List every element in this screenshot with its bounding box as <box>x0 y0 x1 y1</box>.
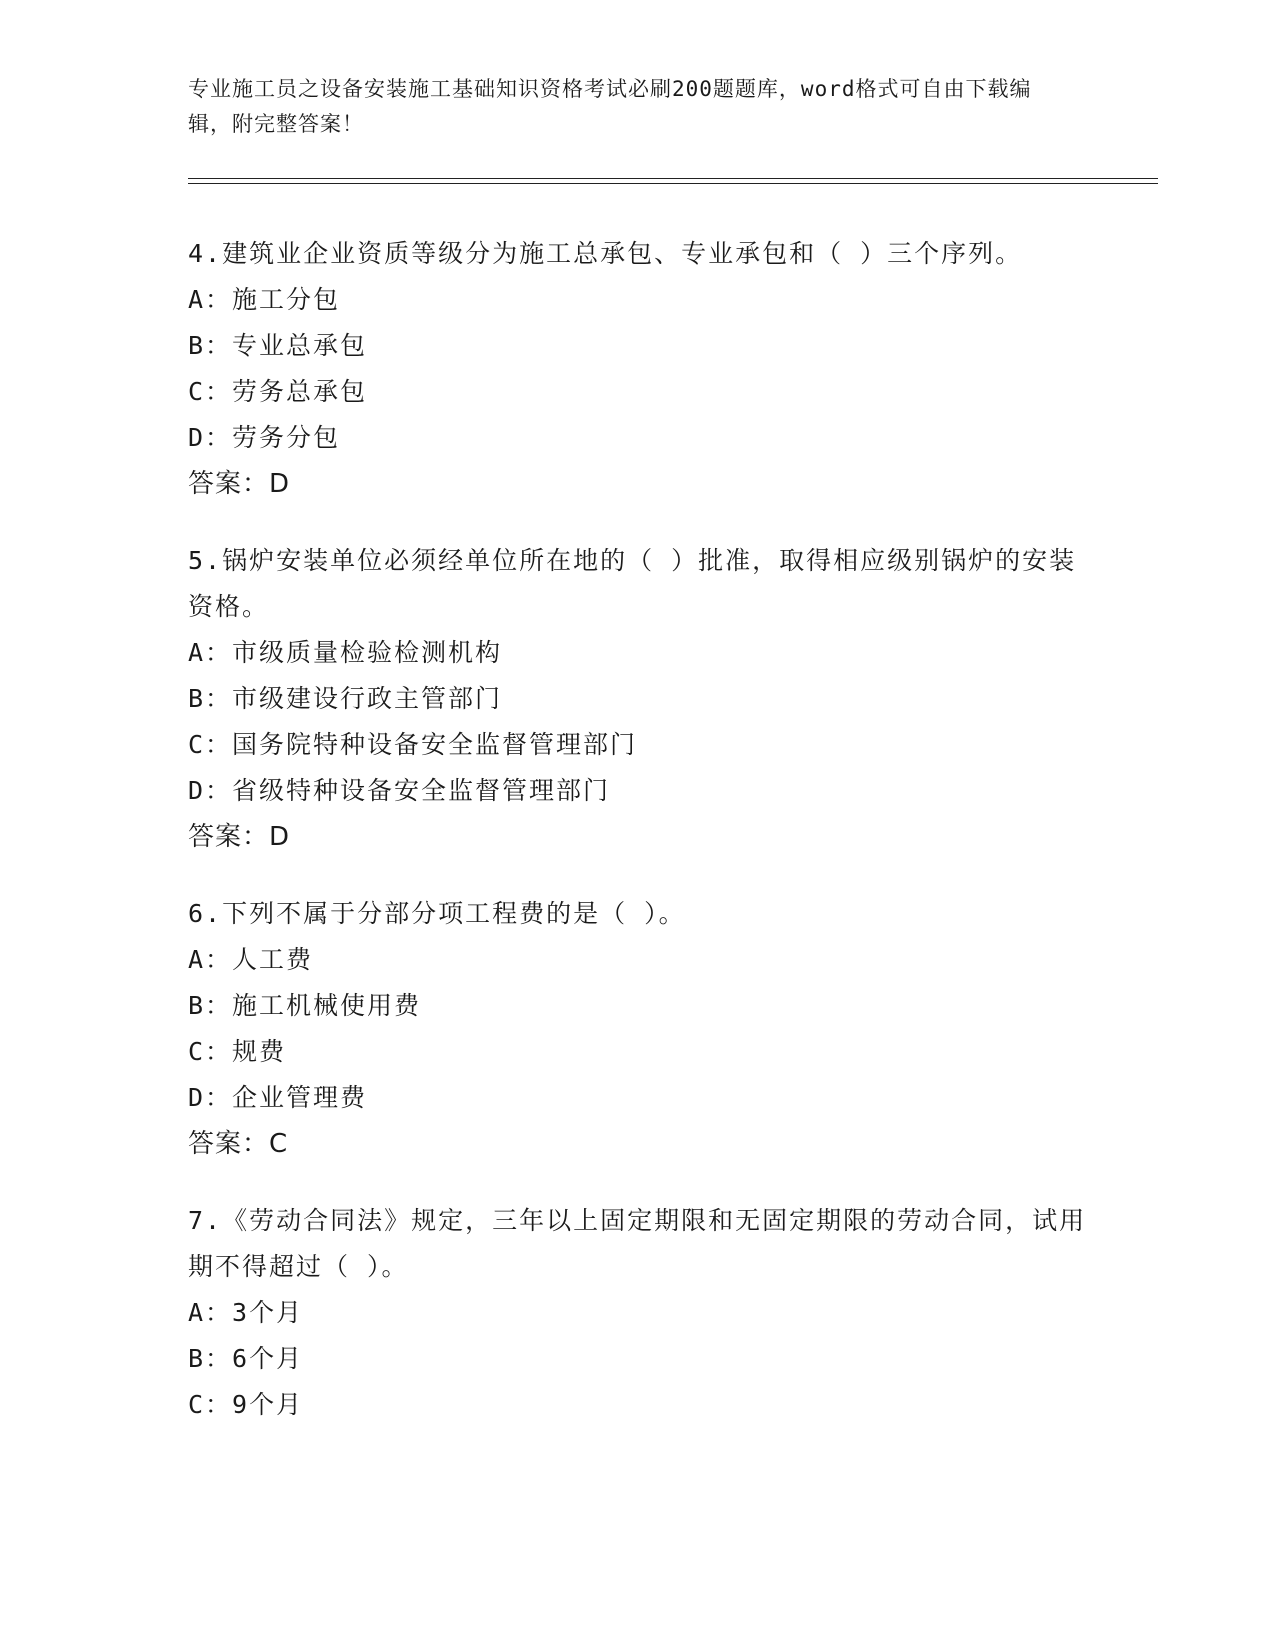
question-stem: 7.《劳动合同法》规定，三年以上固定期限和无固定期限的劳动合同，试用期不得超过（ ）。 <box>188 1206 1087 1281</box>
option-d: D：省级特种设备安全监督管理部门 <box>188 776 611 805</box>
document-header <box>188 72 1068 142</box>
option-a: A：人工费 <box>188 945 314 974</box>
option-b: B：专业总承包 <box>188 331 368 360</box>
question-6 <box>188 891 1088 1167</box>
answer-line: 答案：C <box>188 1129 289 1159</box>
option-c: C：劳务总承包 <box>188 377 368 406</box>
header-divider-bottom <box>188 183 1158 184</box>
question-stem: 6.下列不属于分部分项工程费的是（ ）。 <box>188 899 686 928</box>
option-c: C：国务院特种设备安全监督管理部门 <box>188 730 638 759</box>
option-c: C：9个月 <box>188 1390 304 1419</box>
header-text: 专业施工员之设备安装施工基础知识资格考试必刷200题题库，word格式可自由下载编辑，附完整答案！ <box>188 77 1032 136</box>
option-a: A：3个月 <box>188 1298 304 1327</box>
option-d: D：劳务分包 <box>188 423 341 452</box>
question-list <box>188 231 1088 1459</box>
question-stem: 4.建筑业企业资质等级分为施工总承包、专业承包和（ ）三个序列。 <box>188 239 1023 268</box>
question-4 <box>188 231 1088 507</box>
question-7 <box>188 1198 1088 1428</box>
option-d: D：企业管理费 <box>188 1083 368 1112</box>
option-a: A：市级质量检验检测机构 <box>188 638 503 667</box>
question-5 <box>188 538 1088 860</box>
question-stem: 5.锅炉安装单位必须经单位所在地的（ ）批准，取得相应级别锅炉的安装资格。 <box>188 546 1077 621</box>
option-b: B：施工机械使用费 <box>188 991 422 1020</box>
option-c: C：规费 <box>188 1037 287 1066</box>
header-divider-top <box>188 178 1158 179</box>
option-b: B：市级建设行政主管部门 <box>188 684 503 713</box>
option-b: B：6个月 <box>188 1344 304 1373</box>
option-a: A：施工分包 <box>188 285 341 314</box>
answer-line: 答案：D <box>188 469 291 499</box>
answer-line: 答案：D <box>188 822 291 852</box>
